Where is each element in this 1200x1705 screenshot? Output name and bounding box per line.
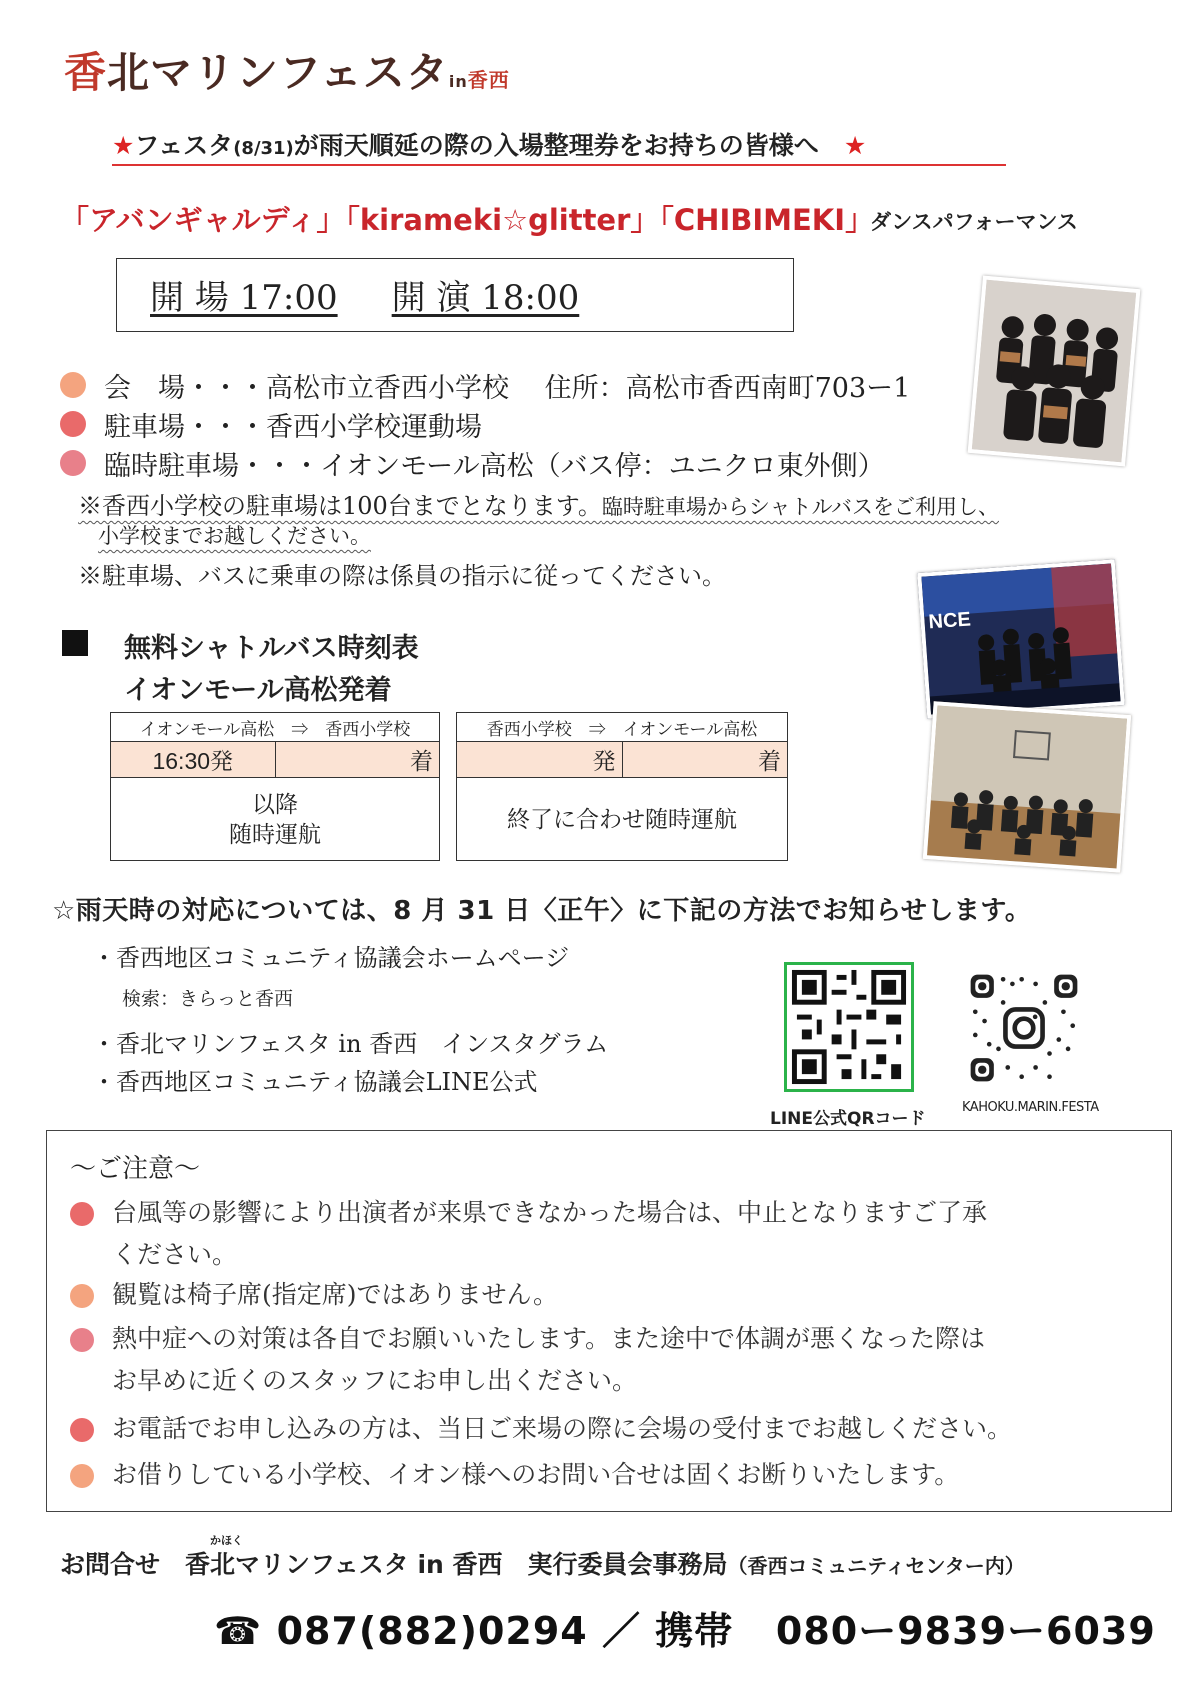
parking-note-2 <box>98 520 371 550</box>
route1-depart: 16:30発 <box>111 742 276 778</box>
stage-image <box>921 564 1120 715</box>
caution-item-1-a: 台風等の影響により出演者が来県できなかった場合は、中止となりますご了承 <box>112 1198 988 1227</box>
source-instagram: ・香北マリンフェスタ in 香西 インスタグラム <box>92 1030 609 1058</box>
parking-note <box>78 486 1138 521</box>
festival-logo <box>64 40 510 100</box>
open-time: 開 場 17:00 <box>150 278 338 318</box>
gym-image <box>927 706 1127 869</box>
route2-body: 終了に合わせ随時運航 <box>457 778 788 861</box>
notice-text-a: フェスタ <box>134 131 234 160</box>
section-square-icon <box>62 630 88 656</box>
route1-arrive: 着 <box>275 742 440 778</box>
source-homepage: ・香西地区コミュニティ協議会ホームページ <box>92 944 570 972</box>
line-qr-caption: LINE公式QRコード <box>770 1109 926 1129</box>
caution-item-1 <box>112 1192 987 1276</box>
star-right-icon: ★ <box>843 131 867 160</box>
caution-title: ～ご注意～ <box>70 1154 201 1184</box>
shuttle-table-outbound <box>110 712 440 861</box>
phone-number[interactable]: 087(882)0294 <box>276 1609 588 1653</box>
line-qr-code[interactable] <box>784 962 914 1092</box>
caution-item-1-b: ください。 <box>112 1240 238 1269</box>
dance-photo-1 <box>968 275 1141 466</box>
bullet-dot-icon <box>70 1464 94 1488</box>
caution-item-3-a: 熱中症への対策は各自でお願いいたします。また途中で体調が悪くなった際は <box>112 1324 986 1353</box>
mobile-label: 携帯 <box>655 1609 734 1653</box>
caution-item-3-b: お早めに近くのスタッフにお申し出ください。 <box>112 1366 638 1395</box>
performance-label: ダンスパフォーマンス <box>870 210 1078 234</box>
contact-text: お問合せ 香北マリンフェスタ in 香西 実行委員会事務局 <box>60 1550 728 1579</box>
note1-a: ※香西小学校の駐車場は100台までとなります。 <box>78 492 602 520</box>
temp-parking-line: 臨時駐車場・・・イオンモール高松（バス停：ユニクロ東外側） <box>104 451 885 482</box>
route2-depart: 発 <box>457 742 623 778</box>
instagram-qr-caption: KAHOKU.MARIN.FESTA <box>962 1100 1099 1115</box>
parking-line: 駐車場・・・香西小学校運動場 <box>104 412 482 443</box>
notice-text-b: が雨天順延の際の入場整理券をお持ちの皆様へ <box>293 131 819 160</box>
shuttle-title: 無料シャトルバス時刻表 <box>124 633 419 664</box>
dancers-image <box>972 280 1136 462</box>
contact-label <box>60 1545 1025 1581</box>
staff-note: ※駐車場、バスに乗車の際は係員の指示に従ってください。 <box>78 562 726 590</box>
start-time: 開 演 18:00 <box>391 278 580 318</box>
star-left-icon: ★ <box>112 131 135 160</box>
notice-date: (8/31) <box>233 138 294 159</box>
route1-body-a: 以降 <box>252 791 298 817</box>
route2-header: 香西小学校 ⇒ イオンモール高松 <box>457 713 788 742</box>
bullet-dot-icon <box>60 372 86 398</box>
route2-arrive: 着 <box>622 742 788 778</box>
venue-line: 会 場・・・高松市立香西小学校 住所：高松市香西南町703ー1 <box>104 373 911 404</box>
rain-headline: ☆雨天時の対応については、8 月 31 日〈正午〉に下記の方法でお知らせします。 <box>52 896 1032 926</box>
caution-item-2: 観覧は椅子席(指定席)ではありません。 <box>112 1280 559 1309</box>
caution-item-3 <box>112 1318 985 1402</box>
logo-text: 北マリンフェスタ <box>107 48 449 97</box>
route1-body-b: 随時運航 <box>229 821 321 847</box>
separator: ／ <box>601 1609 641 1653</box>
qr-pattern-icon <box>966 970 1082 1086</box>
caution-item-5: お借りしている小学校、イオン様へのお問い合せは固くお断りいたします。 <box>112 1460 960 1489</box>
route1-body <box>111 778 440 861</box>
furigana: かほく <box>210 1534 243 1547</box>
note1-b: 臨時駐車場からシャトルバスをご利用し、 <box>601 495 999 519</box>
logo-place: 香西 <box>467 68 510 92</box>
notice-title <box>112 126 1006 166</box>
phone-icon: ☎ <box>214 1609 263 1653</box>
bullet-dot-icon <box>60 411 86 437</box>
performer-names: 「アバンギャルディ」「kirameki☆glitter」「CHIBIMEKI」 <box>60 203 875 237</box>
bullet-dot-icon <box>70 1284 94 1308</box>
search-hint: 検索：きらっと香西 <box>122 988 294 1010</box>
bullet-dot-icon <box>70 1418 94 1442</box>
source-line: ・香西地区コミュニティ協議会LINE公式 <box>92 1068 538 1096</box>
bullet-dot-icon <box>60 450 86 476</box>
route1-header: イオンモール高松 ⇒ 香西小学校 <box>111 713 440 742</box>
dance-photo-3 <box>923 701 1132 872</box>
contact-paren: （香西コミュニティセンター内） <box>727 1554 1025 1578</box>
stage-sign-text: NCE <box>927 608 972 634</box>
dance-photo-2 <box>917 559 1125 718</box>
qr-pattern-icon <box>787 965 911 1089</box>
instagram-qr-code[interactable] <box>966 970 1082 1086</box>
note1-c: 小学校までお越しください。 <box>98 524 371 548</box>
logo-in: in <box>448 72 468 91</box>
mobile-number[interactable]: 080ー9839ー6039 <box>775 1609 1156 1653</box>
bullet-dot-icon <box>70 1328 94 1352</box>
logo-char: 香 <box>64 48 108 97</box>
caution-item-4: お電話でお申し込みの方は、当日ご来場の際に会場の受付までお越しください。 <box>112 1414 1013 1443</box>
bullet-dot-icon <box>70 1202 94 1226</box>
shuttle-table-return <box>456 712 788 861</box>
phone-line <box>214 1600 1156 1655</box>
time-text <box>150 270 579 319</box>
shuttle-subtitle: イオンモール高松発着 <box>124 675 392 706</box>
